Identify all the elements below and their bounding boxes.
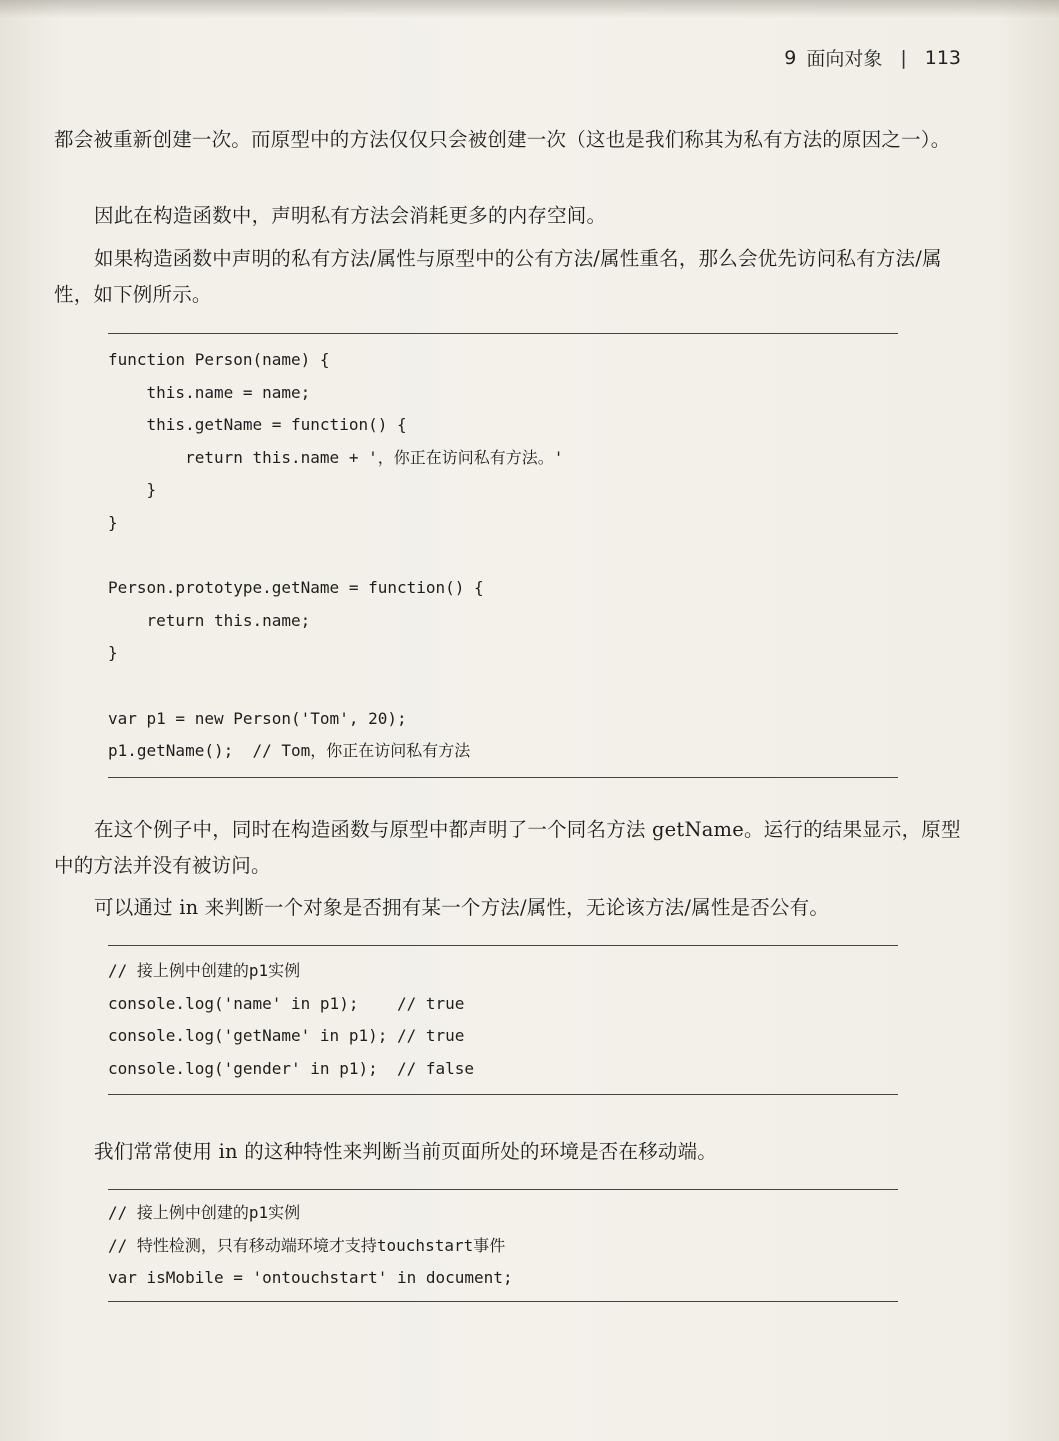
code-line: console.log('gender' in p1); // false: [108, 1058, 475, 1078]
code-line: // 接上例中创建的p1实例: [108, 1203, 301, 1222]
paragraph-in-operator: 可以通过 in 来判断一个对象是否拥有某一个方法/属性，无论该方法/属性是否公有。: [94, 896, 830, 919]
code-line: var p1 = new Person('Tom', 20);: [108, 708, 407, 728]
code-line: var isMobile = 'ontouchstart' in document;: [108, 1268, 513, 1288]
code-line: Person.prototype.getName = function() {: [108, 578, 484, 598]
code-block-in-check: [108, 945, 898, 1095]
code-line: // 特性检测，只有移动端环境才支持touchstart事件: [108, 1235, 506, 1255]
code-line: return this.name;: [108, 610, 311, 630]
code-block-person: [108, 333, 898, 778]
paragraph-memory-cost: 因此在构造函数中，声明私有方法会消耗更多的内存空间。: [94, 204, 607, 227]
paragraph-example-explanation: 在这个例子中，同时在构造函数与原型中都声明了一个同名方法 getName。运行的结果显示，原型中的方法并没有被访问。: [54, 818, 961, 877]
code-line: [108, 670, 898, 703]
paragraph-mobile-detect: 我们常常使用 in 的这种特性来判断当前页面所处的环境是否在移动端。: [94, 1140, 717, 1163]
code-line: console.log('getName' in p1); // true: [108, 1026, 465, 1046]
running-header: [784, 44, 961, 71]
code-line: this.getName = function() {: [108, 415, 407, 435]
paragraph-name-conflict: 如果构造函数中声明的私有方法/属性与原型中的公有方法/属性重名，那么会优先访问私有方法/属性，如下例所示。: [54, 247, 942, 306]
code-line: p1.getName(); // Tom，你正在访问私有方法: [108, 741, 471, 761]
code-line: [108, 540, 898, 573]
header-separator: |: [900, 46, 907, 69]
code-line: }: [108, 512, 118, 532]
code-line: this.name = name;: [108, 382, 311, 402]
chapter-title: 面向对象: [806, 48, 883, 70]
code-line: return this.name + '，你正在访问私有方法。': [108, 447, 564, 467]
code-line: // 接上例中创建的p1实例: [108, 961, 301, 980]
code-block-mobile: [108, 1189, 898, 1302]
chapter-number: 9: [784, 46, 797, 69]
paragraph-continued: 都会被重新创建一次。而原型中的方法仅仅只会被创建一次（这也是我们称其为私有方法的原因之一）。: [54, 128, 951, 151]
code-line: console.log('name' in p1); // true: [108, 993, 465, 1013]
page-number: 113: [924, 46, 961, 69]
code-line: }: [108, 480, 157, 500]
code-line: }: [108, 643, 118, 663]
code-line: function Person(name) {: [108, 350, 330, 369]
page-edge-shadow: [0, 0, 1059, 18]
